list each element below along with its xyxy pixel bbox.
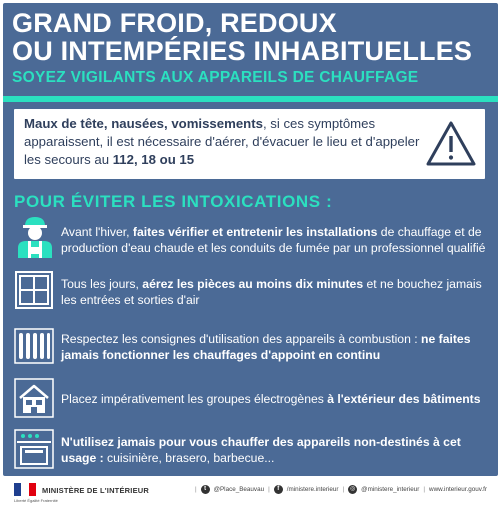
alert-box <box>14 109 485 179</box>
ministry-name: MINISTÈRE DE L'INTÉRIEUR <box>42 486 150 495</box>
item-text-post: cuisinière, brasero, barbecue... <box>103 451 275 465</box>
radiator-icon <box>14 326 54 366</box>
section-title: POUR ÉVITER LES INTOXICATIONS : <box>14 192 333 211</box>
facebook-handle[interactable]: /ministere.interieur <box>286 486 339 493</box>
technician-icon <box>14 214 56 258</box>
list-item <box>14 326 484 366</box>
instagram-icon[interactable]: ◎ <box>350 486 356 492</box>
french-republic-logo <box>14 483 36 496</box>
footer <box>0 478 501 506</box>
window-icon <box>14 270 54 310</box>
list-item <box>14 270 484 314</box>
item-text-post: et ne bouchez jamais les entrées et sorties d'air <box>61 277 482 307</box>
instagram-handle[interactable]: @ministere_interieur <box>361 486 420 493</box>
accent-divider <box>3 96 498 102</box>
item-text <box>61 331 486 363</box>
item-text <box>61 434 486 466</box>
item-text-pre: Placez impérativement les groupes électrogènes <box>61 392 328 406</box>
alert-symptoms: Maux de tête, nausées, vomissements <box>24 116 263 131</box>
poster-title-line-1: GRAND FROID, REDOUX <box>12 8 337 38</box>
list-item <box>14 214 484 262</box>
item-text-bold: N'utilisez jamais pour vous chauffer des appareils non-destinés à cet usage : <box>61 435 461 465</box>
item-text <box>61 224 486 256</box>
item-text-bold: aérez les pièces au moins dix minutes <box>142 277 364 291</box>
divider: | <box>194 486 197 493</box>
divider: | <box>423 486 426 493</box>
item-text-pre: Tous les jours, <box>61 277 143 291</box>
item-text-bold: ne faites jamais fonctionner les chauffages d'appoint en continu <box>61 332 471 362</box>
website-link[interactable]: www.interieur.gouv.fr <box>429 486 487 493</box>
poster-title-line-2: OU INTEMPÉRIES INHABITUELLES <box>12 36 473 66</box>
stove-icon <box>14 429 54 469</box>
item-text-pre: Avant l'hiver, <box>61 225 133 239</box>
divider: | <box>342 486 345 493</box>
list-item <box>14 378 484 418</box>
facebook-icon[interactable]: f <box>274 485 283 494</box>
item-text-pre: Respectez les consignes d'utilisation des appareils à combustion : <box>61 332 422 346</box>
list-item <box>14 429 484 469</box>
alert-emergency-numbers: 112, 18 ou 15 <box>112 152 195 167</box>
item-text-bold: faites vérifier et entretenir les installations <box>132 225 378 239</box>
social-links <box>195 485 487 494</box>
alert-body: , si ces symptômes apparaissent, il est nécessaire d'aérer, d'évacuer le lieu et d'appeler les secours au <box>24 116 420 167</box>
divider: | <box>268 486 270 493</box>
item-text-bold: à l'extérieur des bâtiments <box>327 392 481 406</box>
item-text <box>61 276 486 308</box>
republic-motto: Liberté Égalité Fraternité <box>14 498 58 503</box>
twitter-handle[interactable]: @Place_Beauvau <box>213 486 265 493</box>
poster-subtitle: SOYEZ VIGILANTS AUX APPAREILS DE CHAUFFAGE <box>12 69 419 86</box>
item-text-post: de chauffage et de production d'eau chaude et les conduits de fumée par un professionnel qualifié <box>61 225 486 255</box>
alert-text <box>24 115 429 169</box>
warning-triangle-icon <box>425 119 477 169</box>
item-text <box>61 391 486 407</box>
twitter-icon[interactable]: t <box>201 485 210 494</box>
house-icon <box>14 378 54 418</box>
